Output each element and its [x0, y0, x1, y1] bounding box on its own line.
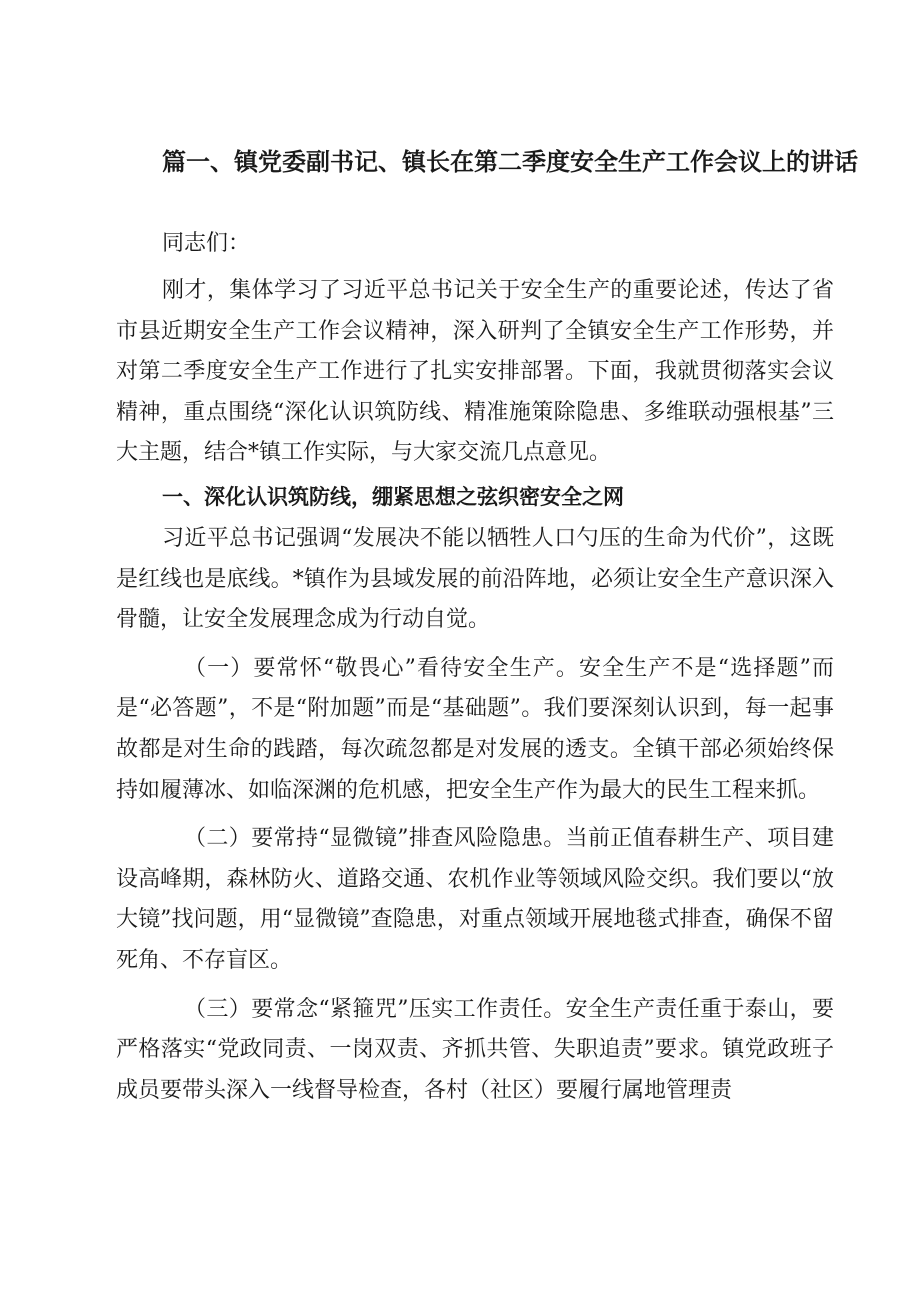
- point-3-paragraph: （三）要常念“紧箍咒”压实工作责任。安全生产责任重于泰山，要严格落实“党政同责、一岗双责、齐抓共管、失职追责”要求。镇党政班子成员要带头深入一线督导检查，各村（社区）要履行属地管理责: [116, 996, 834, 1103]
- point-3-block: [116, 990, 834, 1112]
- point-1-block: [116, 649, 834, 811]
- document-title: 篇一、镇党委副书记、镇长在第二季度安全生产工作会议上的讲话: [162, 148, 858, 176]
- section-heading-1: 一、深化认识筑防线，绷紧思想之弦织密安全之网: [162, 484, 624, 509]
- intro-paragraph: 刚才，集体学习了习近平总书记关于安全生产的重要论述，传达了省市县近期安全生产工作会议精神，深入研判了全镇安全生产工作形势，并对第二季度安全生产工作进行了扎实安排部署。下面，我就贯彻落实会议精神，重点围绕“深化认识筑防线、精准施策除隐患、多维联动强根基”三大主题，结合*镇工作实际，与大家交流几点意见。: [116, 278, 834, 466]
- document-body: [116, 226, 834, 1111]
- point-2-block: [116, 819, 834, 981]
- section-1-intro-paragraph: 习近平总书记强调“发展决不能以牺牲人口勺压的生命为代价”，这既是红线也是底线。*镇作为县域发展的前沿阵地，必须让安全生产意识深入骨髓，让安全发展理念成为行动自觉。: [116, 525, 834, 633]
- point-1-paragraph: （一）要常怀“敬畏心”看待安全生产。安全生产不是“选择题”而是“必答题”，不是“附加题”而是“基础题”。我们要深刻认识到，每一起事故都是对生命的践踏，每次疏忽都是对发展的透支。全镇干部必须始终保持如履薄冰、如临深渊的危机感，把安全生产作为最大的民生工程来抓。: [116, 655, 834, 803]
- point-2-paragraph: （二）要常持“显微镜”排查风险隐患。当前正值春耕生产、项目建设高峰期，森林防火、道路交通、农机作业等领域风险交织。我们要以“放大镜”找问题，用“显微镜”查隐患，对重点领域开展地毯式排查，确保不留死角、不存盲区。: [116, 826, 834, 973]
- salutation: 同志们：: [162, 231, 251, 256]
